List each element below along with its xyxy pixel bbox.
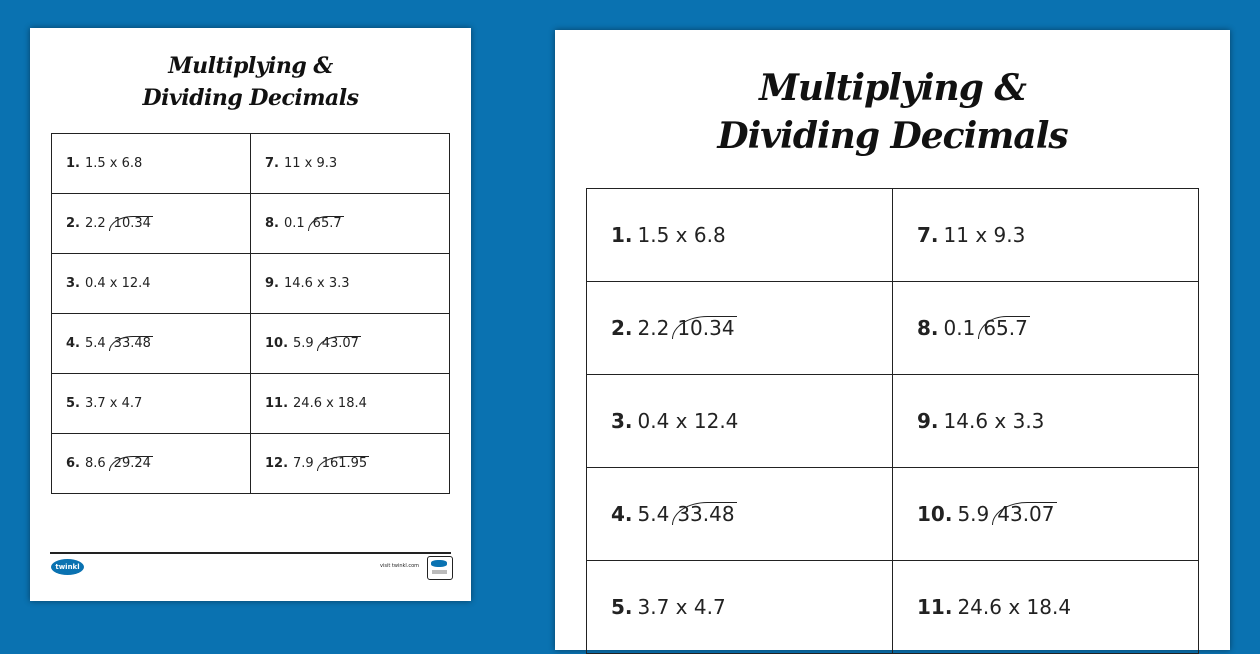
problem-number: 6. bbox=[66, 455, 80, 471]
problem-number: 1. bbox=[66, 156, 80, 171]
problem-number: 12. bbox=[265, 455, 289, 471]
footer-divider bbox=[50, 552, 451, 554]
problem-number: 11. bbox=[265, 396, 289, 411]
problem-number: 4. bbox=[611, 502, 633, 526]
problem-cell bbox=[251, 314, 450, 374]
problem-expression: 3.7 x 4.7 bbox=[637, 595, 726, 619]
divisor: 8.6 bbox=[84, 455, 106, 471]
problem-cell bbox=[251, 434, 450, 494]
worksheet-title: Multiplying & Dividing Decimals bbox=[717, 67, 1068, 157]
problem-expression: 1.5 x 6.8 bbox=[637, 223, 726, 247]
problem-number: 5. bbox=[611, 595, 633, 619]
problem-cell bbox=[52, 134, 251, 194]
problem-expression: 24.6 x 18.4 bbox=[957, 595, 1072, 619]
problem-cell bbox=[251, 134, 450, 194]
dividend: 10.34 bbox=[109, 216, 153, 231]
problem-cell bbox=[251, 374, 450, 434]
divisor: 5.4 bbox=[84, 335, 106, 351]
divisor: 5.4 bbox=[637, 502, 670, 526]
dividend: 43.07 bbox=[992, 502, 1056, 525]
problem-row bbox=[52, 194, 450, 254]
problem-cell bbox=[587, 375, 893, 468]
problem-number: 1. bbox=[611, 223, 633, 247]
problem-number: 9. bbox=[917, 409, 939, 433]
divisor: 2.2 bbox=[84, 215, 106, 231]
problem-row bbox=[587, 282, 1199, 375]
problem-cell bbox=[587, 468, 893, 561]
dividend: 33.48 bbox=[672, 502, 736, 525]
problem-cell bbox=[52, 374, 251, 434]
problem-number: 5. bbox=[66, 396, 80, 411]
problem-cell bbox=[52, 314, 251, 374]
problem-number: 3. bbox=[66, 276, 80, 291]
problem-expression: 14.6 x 3.3 bbox=[283, 276, 350, 291]
problem-row bbox=[587, 561, 1199, 654]
dividend: 43.07 bbox=[317, 336, 361, 351]
problem-cell bbox=[587, 189, 893, 282]
problem-cell bbox=[251, 194, 450, 254]
dividend: 29.24 bbox=[109, 456, 153, 471]
problem-cell bbox=[893, 468, 1199, 561]
problem-number: 10. bbox=[917, 502, 953, 526]
twinkl-badge-icon bbox=[427, 556, 453, 580]
problem-number: 8. bbox=[265, 215, 279, 231]
problem-row bbox=[52, 434, 450, 494]
problem-number: 11. bbox=[917, 595, 953, 619]
problem-number: 2. bbox=[611, 316, 633, 340]
problem-number: 7. bbox=[265, 156, 279, 171]
divisor: 0.1 bbox=[283, 215, 305, 231]
problem-cell bbox=[587, 282, 893, 375]
problem-row bbox=[52, 254, 450, 314]
worksheet-preview-large bbox=[555, 30, 1230, 650]
divisor: 5.9 bbox=[293, 335, 314, 351]
problem-expression: 11 x 9.3 bbox=[943, 223, 1026, 247]
problem-grid bbox=[51, 133, 450, 494]
problem-expression: 3.7 x 4.7 bbox=[84, 396, 143, 411]
problem-cell bbox=[893, 561, 1199, 654]
dividend: 65.7 bbox=[308, 216, 344, 231]
divisor: 2.2 bbox=[637, 316, 670, 340]
problem-number: 3. bbox=[611, 409, 633, 433]
dividend: 161.95 bbox=[317, 456, 370, 471]
problem-cell bbox=[893, 189, 1199, 282]
problem-expression: 11 x 9.3 bbox=[283, 156, 338, 171]
problem-cell bbox=[52, 194, 251, 254]
dividend: 65.7 bbox=[978, 316, 1030, 339]
divisor: 0.1 bbox=[943, 316, 976, 340]
problem-number: 10. bbox=[265, 335, 289, 351]
problem-expression: 24.6 x 18.4 bbox=[293, 396, 367, 411]
problem-cell bbox=[52, 254, 251, 314]
divisor: 7.9 bbox=[293, 455, 314, 471]
problem-cell bbox=[893, 282, 1199, 375]
problem-row bbox=[587, 189, 1199, 282]
problem-number: 4. bbox=[66, 335, 80, 351]
problem-cell bbox=[893, 375, 1199, 468]
problem-row bbox=[52, 314, 450, 374]
problem-expression: 1.5 x 6.8 bbox=[84, 156, 143, 171]
problem-expression: 14.6 x 3.3 bbox=[943, 409, 1045, 433]
problem-row bbox=[587, 375, 1199, 468]
divisor: 5.9 bbox=[957, 502, 990, 526]
problem-number: 9. bbox=[265, 276, 279, 291]
twinkl-logo: twinkl bbox=[51, 559, 84, 575]
problem-expression: 0.4 x 12.4 bbox=[637, 409, 739, 433]
worksheet-title: Multiplying & Dividing Decimals bbox=[142, 53, 359, 111]
problem-number: 8. bbox=[917, 316, 939, 340]
problem-cell bbox=[251, 254, 450, 314]
problem-cell bbox=[52, 434, 251, 494]
dividend: 33.48 bbox=[109, 336, 153, 351]
problem-row bbox=[52, 374, 450, 434]
site-url: visit twinkl.com bbox=[380, 563, 420, 569]
problem-expression: 0.4 x 12.4 bbox=[84, 276, 151, 291]
problem-grid bbox=[586, 188, 1199, 654]
problem-row bbox=[587, 468, 1199, 561]
problem-cell bbox=[587, 561, 893, 654]
problem-number: 2. bbox=[66, 215, 80, 231]
dividend: 10.34 bbox=[672, 316, 736, 339]
problem-number: 7. bbox=[917, 223, 939, 247]
worksheet-preview-small bbox=[30, 28, 471, 601]
problem-row bbox=[52, 134, 450, 194]
